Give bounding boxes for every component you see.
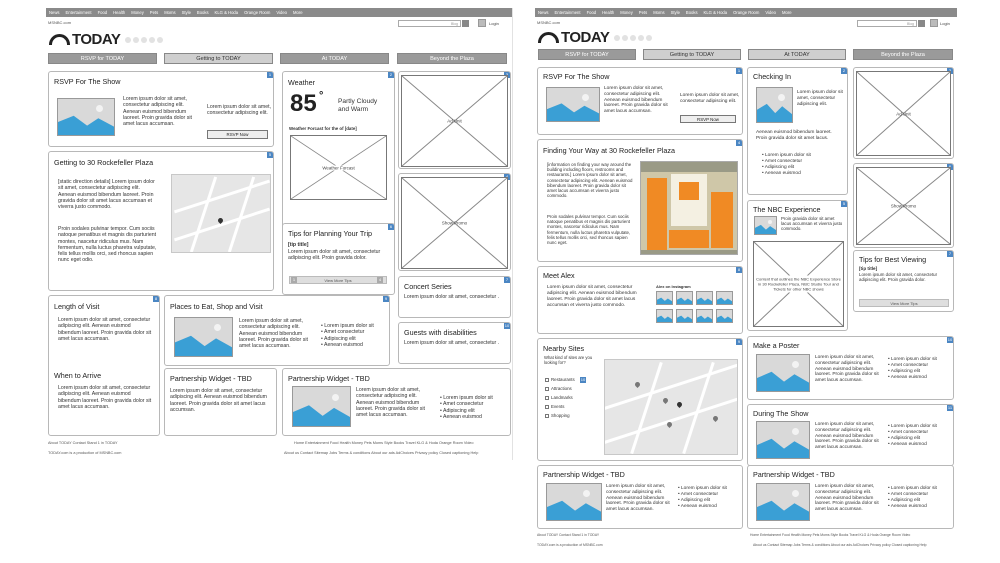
card-title: Getting to 30 Rockefeller Plaza bbox=[54, 158, 154, 167]
card-number: 1 bbox=[268, 72, 272, 77]
social-icons bbox=[614, 35, 652, 41]
nav-item[interactable]: KLG & Hoda bbox=[703, 10, 728, 15]
nav-item[interactable]: Money bbox=[620, 10, 633, 15]
rainbow-logo-icon bbox=[49, 34, 70, 45]
instagram-label: Alex on Instagram bbox=[656, 284, 691, 289]
login-link[interactable]: Login bbox=[489, 21, 499, 26]
tab-rsvp[interactable]: RSVP for TODAY bbox=[538, 49, 636, 60]
card-title: Meet Alex bbox=[543, 271, 575, 280]
instagram-thumb[interactable] bbox=[696, 309, 713, 323]
card-body: Lorem ipsum dolor sit amet, consectetur adipiscing elit. Aenean euismod bibendum laoreet. Proin gravida dolor sit amet lacus accumsan. bbox=[170, 388, 267, 413]
temperature: 85 bbox=[290, 90, 317, 117]
card-number: 9 bbox=[384, 296, 388, 301]
nav-item[interactable]: News bbox=[538, 10, 549, 15]
tip-body: Lorem ipsum dolor sit amet, consectetur adipiscing elit. Proin gravida dolor. bbox=[859, 272, 938, 283]
footer-legal[interactable]: About us Contact Sitemap Jobs Terms & conditions About our ads AdChoices Privacy policy Closed captioning Help bbox=[753, 543, 927, 547]
image-placeholder bbox=[756, 421, 810, 459]
today-logo[interactable]: TODAY bbox=[538, 30, 652, 45]
tab-getting[interactable]: Getting to TODAY bbox=[164, 53, 273, 64]
nav-item[interactable]: Books bbox=[685, 10, 698, 15]
footer-links[interactable]: About TODAY Contact Stand 1 in TODAY bbox=[537, 533, 600, 537]
card-body-2: Lorem ipsum dolor sit amet, consectetur adipiscing elit. Aenean euismod bibendum laoreet. Proin gravida dolor sit amet lacus accumsan. bbox=[58, 385, 152, 410]
viewing-tips-card bbox=[853, 250, 954, 312]
image-placeholder bbox=[546, 483, 602, 521]
card-number: 2 bbox=[842, 68, 846, 73]
nav-item[interactable]: Video bbox=[765, 10, 777, 15]
card-title: During The Show bbox=[753, 409, 809, 418]
card-body: Proin gravida dolor sit amet lacus accumsan et viverra justo commodo. bbox=[781, 216, 843, 232]
nav-item[interactable]: Moms bbox=[653, 10, 665, 15]
tip-body: Lorem ipsum dolor sit amet, consectetur adipiscing elit. Proin gravida dolor. bbox=[288, 249, 381, 262]
map-pin-icon[interactable] bbox=[712, 415, 719, 422]
card-number: 8 bbox=[154, 296, 158, 301]
tip-title: [tip title] bbox=[859, 266, 878, 271]
instagram-thumb[interactable] bbox=[696, 291, 713, 305]
card-body: Lorem ipsum dolor sit amet, consectetur adipiscing elit. Aenean euismod bibendum laoreet. Proin gravida dolor sit amet lacus accumsan. bbox=[239, 318, 308, 350]
card-title: Make a Poster bbox=[753, 341, 800, 350]
card-body: Lorem ipsum dolor sit amet, consectetur adipiscing elit. Aenean euismod bibendum laoreet. Proin gravida dolor sit amet lacus accumsan. bbox=[58, 317, 152, 342]
filter-question: What kind of sites are you looking for? bbox=[544, 355, 593, 365]
nav-item[interactable]: Style bbox=[181, 10, 191, 15]
nav-item[interactable]: Health bbox=[602, 10, 615, 15]
card-title: RSVP For The Show bbox=[54, 77, 121, 86]
card-number: 1 bbox=[737, 68, 741, 73]
nav-item[interactable]: Entertainment bbox=[65, 10, 92, 15]
tab-rsvp[interactable]: RSVP for TODAY bbox=[48, 53, 157, 64]
map-pin-icon[interactable] bbox=[662, 397, 669, 404]
places-card bbox=[164, 295, 390, 366]
card-number: 5 bbox=[268, 152, 272, 157]
rsvp-card bbox=[48, 71, 274, 147]
msnbc-logo[interactable]: MSNBC.com bbox=[48, 20, 72, 25]
card-side: Lorem ipsum dolor sit amet, consectetur adipiscing elit. bbox=[797, 90, 843, 107]
card-side: Lorem ipsum dolor sit amet, consectetur adipiscing elit. bbox=[207, 104, 272, 117]
card-title: Tips for Best Viewing bbox=[859, 255, 927, 264]
card-title: Length of Visit bbox=[54, 302, 100, 311]
nav-item[interactable]: Food bbox=[97, 10, 108, 15]
card-title: Partnership Widget - TBD bbox=[543, 470, 625, 479]
forecast-label: Weather Forcast for the of [date] bbox=[289, 126, 357, 131]
rsvp-now-button[interactable]: RSVP Now bbox=[207, 130, 268, 139]
card-title: Guests with disabilities bbox=[404, 328, 477, 337]
ad-card bbox=[398, 71, 511, 169]
footer-credit: TODAY.com is a production of MSNBC.com bbox=[537, 543, 603, 547]
directions-text: [information on finding your way around the building including floors, restrooms and restaurants.] Lorem ipsum dolor sit amet, consectetur adipiscing elit. Aenean euismod bibendum laoreet. Proin gravida dolor sit amet lacus accumsan et viverra justo commodo. bbox=[547, 162, 633, 199]
search-input[interactable]: Blog bbox=[398, 20, 461, 27]
tips-card bbox=[282, 223, 395, 295]
top-nav bbox=[46, 8, 512, 17]
bullet-list: • Lorem ipsum dolor sit • Amet consectetur • Adipiscing elit • Aenean euismod bbox=[440, 395, 508, 420]
checkbox-landmarks[interactable]: Landmarks bbox=[545, 393, 575, 402]
card-body: Lorem ipsum dolor sit amet, consectetur . bbox=[404, 340, 500, 346]
nav-item[interactable]: Style bbox=[670, 10, 680, 15]
floor-plan-map[interactable] bbox=[640, 161, 738, 255]
card-number: 7 bbox=[948, 251, 952, 256]
card-title: Concert Series bbox=[404, 282, 452, 291]
partnership-card bbox=[164, 368, 277, 436]
nav-item[interactable]: More bbox=[782, 10, 792, 15]
social-icons bbox=[125, 37, 163, 43]
card-side: Lorem ipsum dolor sit amet, consectetur adipiscing elit. bbox=[680, 93, 740, 104]
instagram-thumb[interactable] bbox=[716, 291, 733, 305]
card-body: Lorem ipsum dolor sit amet, consectetur adipiscing elit. Aenean euismod bibendum laoreet. Proin gravida dolor sit amet lacus accumsan. bbox=[356, 387, 425, 419]
instagram-thumb[interactable] bbox=[656, 291, 673, 305]
nbc-experience-card bbox=[747, 200, 848, 331]
card-title: Tips for Planning Your Trip bbox=[288, 229, 373, 238]
wireframe-right bbox=[535, 8, 957, 560]
card-number: 5 bbox=[842, 201, 846, 206]
nav-item[interactable]: Orange Room bbox=[244, 10, 271, 15]
image-placeholder bbox=[756, 87, 793, 123]
show-promo-card bbox=[398, 173, 511, 271]
search-icon[interactable] bbox=[918, 20, 925, 27]
tab-beyond[interactable]: Beyond the Plaza bbox=[853, 49, 953, 60]
disabilities-card bbox=[398, 322, 511, 364]
card-title: Nearby Sites bbox=[543, 344, 585, 353]
visit-card bbox=[48, 295, 160, 436]
tab-beyond[interactable]: Beyond the Plaza bbox=[397, 53, 507, 64]
ad-card bbox=[853, 67, 954, 159]
card-number: 9 bbox=[737, 339, 741, 344]
nav-item[interactable]: Orange Room bbox=[733, 10, 760, 15]
instagram-thumb[interactable] bbox=[676, 291, 693, 305]
weather-condition: Partly Cloudy and Warm bbox=[338, 98, 378, 113]
avatar bbox=[478, 19, 486, 27]
card-number: 6 bbox=[389, 224, 393, 229]
checkbox-attractions[interactable]: Attractions bbox=[545, 384, 575, 393]
login-link[interactable]: Login bbox=[940, 21, 950, 26]
footer-links[interactable]: About TODAY Contact Stand 1 in TODAY bbox=[48, 441, 118, 445]
finding-card bbox=[537, 139, 743, 262]
nav-item[interactable]: Moms bbox=[164, 10, 176, 15]
card-body: Lorem ipsum dolor sit amet, consectetur . bbox=[404, 294, 500, 300]
map[interactable] bbox=[604, 359, 738, 455]
card-title: Partnership Widget - TBD bbox=[753, 470, 835, 479]
show-promo-placeholder[interactable]: Show Promo bbox=[856, 167, 951, 245]
instagram-thumb[interactable] bbox=[656, 309, 673, 323]
image-placeholder bbox=[174, 317, 233, 357]
directions-text: [static direction details] Lorem ipsum dolor sit amet, consectetur adipiscing elit. Aenean euismod bibendum laoreet. Proin gravida dolor sit amet lacus accumsan et viverra justo commodo. bbox=[58, 179, 155, 211]
tab-at-today[interactable]: At TODAY bbox=[280, 53, 389, 64]
card-title: RSVP For The Show bbox=[543, 72, 610, 81]
ad-unit-placeholder[interactable]: Ad Unit bbox=[401, 75, 508, 167]
card-body: Lorem ipsum dolor sit amet, consectetur adipiscing elit. Aenean euismod bibendum laoreet. Proin gravida dolor sit amet lacus accumsan. bbox=[123, 96, 192, 128]
bullet-list: • Lorem ipsum dolor sit • Amet consectetur • Adipiscing elit • Aenean euismod bbox=[321, 323, 387, 348]
map-pin-icon[interactable] bbox=[634, 381, 641, 388]
card-title: Finding Your Way at 30 Rockefeller Plaza bbox=[543, 146, 675, 155]
card-body: Lorem ipsum dolor sit amet, consectetur adipiscing elit. Aenean euismod bibendum laoreet. Proin gravida dolor sit amet lacus accumsan. bbox=[606, 484, 670, 513]
meet-alex-card bbox=[537, 266, 743, 334]
card-title: Places to Eat, Shop and Visit bbox=[170, 302, 263, 311]
avatar bbox=[930, 19, 938, 27]
nbc-content-placeholder: Content that outlines the NBC Experience Store in 30 Rockefeller Plaza, NBC Studio Tour and Tickets for other NBC shows bbox=[753, 241, 844, 327]
card-number: 10 bbox=[504, 323, 510, 328]
card-number: 8 bbox=[737, 267, 741, 272]
wireframe-left bbox=[46, 8, 513, 460]
view-more-tips-button[interactable]: View More Tips bbox=[289, 276, 387, 284]
nav-item[interactable]: More bbox=[293, 10, 303, 15]
rsvp-now-button[interactable]: RSVP Now bbox=[680, 115, 736, 123]
show-promo-placeholder[interactable]: Show Promo bbox=[401, 177, 508, 269]
card-body: Lorem ipsum dolor sit amet, consectetur adipiscing elit. Aenean euismod bibendum laoreet. Proin gravida dolor sit amet lacus accumsan. bbox=[815, 355, 879, 384]
directions-text-2: Proin sodales pulvinar tempor. Cum sociis natoque penatibus et magnis dis parturient montes, nascetur ridiculus mus. Nam fermentum, nulla luctus pharetra vulputate, felis tellus mollis orci, sed rhoncus sapien nunc eget odio. bbox=[58, 226, 157, 264]
card-number: 10 bbox=[580, 377, 586, 382]
show-promo-card bbox=[853, 163, 954, 248]
card-number: 11 bbox=[947, 405, 953, 410]
card-number: 2 bbox=[389, 72, 393, 77]
bullet-list: • Lorem ipsum dolor sit • Amet consectetur • Adipiscing elit • Aenean euismod bbox=[888, 486, 952, 510]
view-more-tips-button[interactable]: View More Tips bbox=[859, 299, 949, 307]
nav-item[interactable]: Pets bbox=[149, 10, 159, 15]
card-body: Lorem ipsum dolor sit amet, consectetur adipiscing elit. Aenean euismod bibendum laoreet. Proin gravida dolor sit amet lacus accumsan. bbox=[604, 86, 668, 115]
concert-card bbox=[398, 276, 511, 318]
nav-item[interactable]: Money bbox=[131, 10, 144, 15]
nav-item[interactable]: Food bbox=[586, 10, 597, 15]
today-logo[interactable]: TODAY bbox=[49, 32, 163, 47]
degree-symbol: ° bbox=[319, 90, 324, 102]
next-arrow-icon[interactable]: 4 bbox=[378, 277, 382, 282]
footer-legal[interactable]: About us Contact Sitemap Jobs Terms & conditions About our ads AdChoices Privacy policy Closed captioning Help bbox=[284, 451, 479, 455]
poster-card bbox=[747, 336, 954, 400]
nearby-sites-card bbox=[537, 338, 743, 461]
card-number: 4 bbox=[737, 140, 741, 145]
bullet-list: • Lorem ipsum dolor sit • Amet consectetur • Adipiscing elit • Aenean euismod bbox=[762, 153, 846, 177]
instagram-thumb[interactable] bbox=[676, 309, 693, 323]
card-subtitle: When to Arrive bbox=[54, 371, 102, 380]
prev-arrow-icon[interactable]: 1 bbox=[292, 277, 296, 282]
card-title: The NBC Experience bbox=[753, 205, 821, 214]
bullet-list: • Lorem ipsum dolor sit • Amet consectetur • Adipiscing elit • Aenean euismod bbox=[888, 424, 952, 448]
top-nav bbox=[535, 8, 957, 17]
footer-nav[interactable]: Home Entertainment Food Health Money Pets Moms Style Books Travel KLG & Hoda Orange Room Video bbox=[750, 533, 911, 537]
nav-item[interactable]: Video bbox=[276, 10, 288, 15]
filter-checkboxes bbox=[545, 375, 575, 420]
partnership-card bbox=[537, 465, 743, 529]
checkbox-shopping[interactable]: Shopping bbox=[545, 411, 575, 420]
tab-at-today[interactable]: At TODAY bbox=[748, 49, 846, 60]
card-body: Aenean euismod bibendum laoreet. Proin gravida dolor sit amet lacus. bbox=[756, 130, 832, 141]
nav-item[interactable]: Books bbox=[196, 10, 209, 15]
nav-item[interactable]: Pets bbox=[638, 10, 648, 15]
checkbox-events[interactable]: Events bbox=[545, 402, 575, 411]
image-placeholder bbox=[292, 386, 351, 427]
during-show-card bbox=[747, 404, 954, 466]
image-placeholder bbox=[546, 87, 600, 122]
image-placeholder bbox=[756, 483, 810, 521]
image-placeholder bbox=[57, 98, 115, 136]
footer-nav[interactable]: Home Entertainment Food Health Money Pets Moms Style Books Travel KLG & Hoda Orange Room Video bbox=[294, 441, 474, 445]
instagram-thumb[interactable] bbox=[716, 309, 733, 323]
rockefeller-card bbox=[48, 151, 274, 291]
partnership-card-2 bbox=[747, 465, 954, 529]
partnership-card-2 bbox=[282, 368, 511, 436]
card-number: 7 bbox=[505, 277, 509, 282]
footer-credit: TODAY.com is a production of MSNBC.com bbox=[48, 451, 122, 455]
card-title: Partnership Widget - TBD bbox=[288, 374, 370, 383]
image-placeholder bbox=[756, 354, 810, 392]
rainbow-logo-icon bbox=[538, 32, 559, 43]
nav-item[interactable]: News bbox=[49, 10, 60, 15]
tip-title: [tip title] bbox=[288, 242, 309, 248]
image-placeholder bbox=[754, 216, 777, 235]
tab-getting[interactable]: Getting to TODAY bbox=[643, 49, 741, 60]
card-title: Checking In bbox=[753, 72, 791, 81]
directions-text-2: Proin sodales pulvinar tempor. Cum sociis natoque penatibus et magnis dis parturient montes, nascetur ridiculus mus. Nam fermentum, nulla luctus pharetra vulputate, felis tellus mollis orci, sed rhoncus sapien nunc eget. bbox=[547, 214, 631, 246]
weather-chart-placeholder: Weather Forcast bbox=[290, 135, 387, 200]
msnbc-logo[interactable]: MSNBC.com bbox=[537, 20, 561, 25]
nav-item[interactable]: Entertainment bbox=[554, 10, 581, 15]
map-pin-icon[interactable] bbox=[676, 401, 683, 408]
card-number: 10 bbox=[947, 337, 953, 342]
map[interactable] bbox=[171, 174, 271, 253]
bullet-list: • Lorem ipsum dolor sit • Amet consectetur • Adipiscing elit • Aenean euismod bbox=[888, 357, 952, 381]
nav-item[interactable]: Health bbox=[113, 10, 126, 15]
bullet-list: • Lorem ipsum dolor sit • Amet consectetur • Adipiscing elit • Aenean euismod bbox=[678, 486, 742, 510]
card-title: Weather bbox=[288, 78, 316, 87]
card-title: Partnership Widget - TBD bbox=[170, 374, 252, 383]
nav-item[interactable]: KLG & Hoda bbox=[214, 10, 239, 15]
checkbox-restaurants[interactable]: Restaurants bbox=[545, 375, 575, 384]
card-body: Lorem ipsum dolor sit amet, consectetur adipiscing elit. Aenean euismod bibendum laoreet. Proin gravida dolor sit amet lacus accumsan. bbox=[815, 484, 879, 513]
search-input[interactable]: Blog bbox=[857, 20, 917, 27]
card-body: Lorem ipsum dolor sit amet, consectetur adipiscing elit. Aenean euismod bibendum laoreet. Proin gravida dolor sit amet lacus accumsan et viverra justo commodo. bbox=[547, 285, 637, 308]
rsvp-card bbox=[537, 67, 743, 135]
card-body: Lorem ipsum dolor sit amet, consectetur adipiscing elit. Aenean euismod bibendum laoreet. Proin gravida dolor sit amet lacus accumsan. bbox=[815, 422, 879, 451]
checkin-card bbox=[747, 67, 848, 195]
search-icon[interactable] bbox=[462, 20, 469, 27]
ad-unit-placeholder[interactable]: Ad Unit bbox=[856, 71, 951, 156]
